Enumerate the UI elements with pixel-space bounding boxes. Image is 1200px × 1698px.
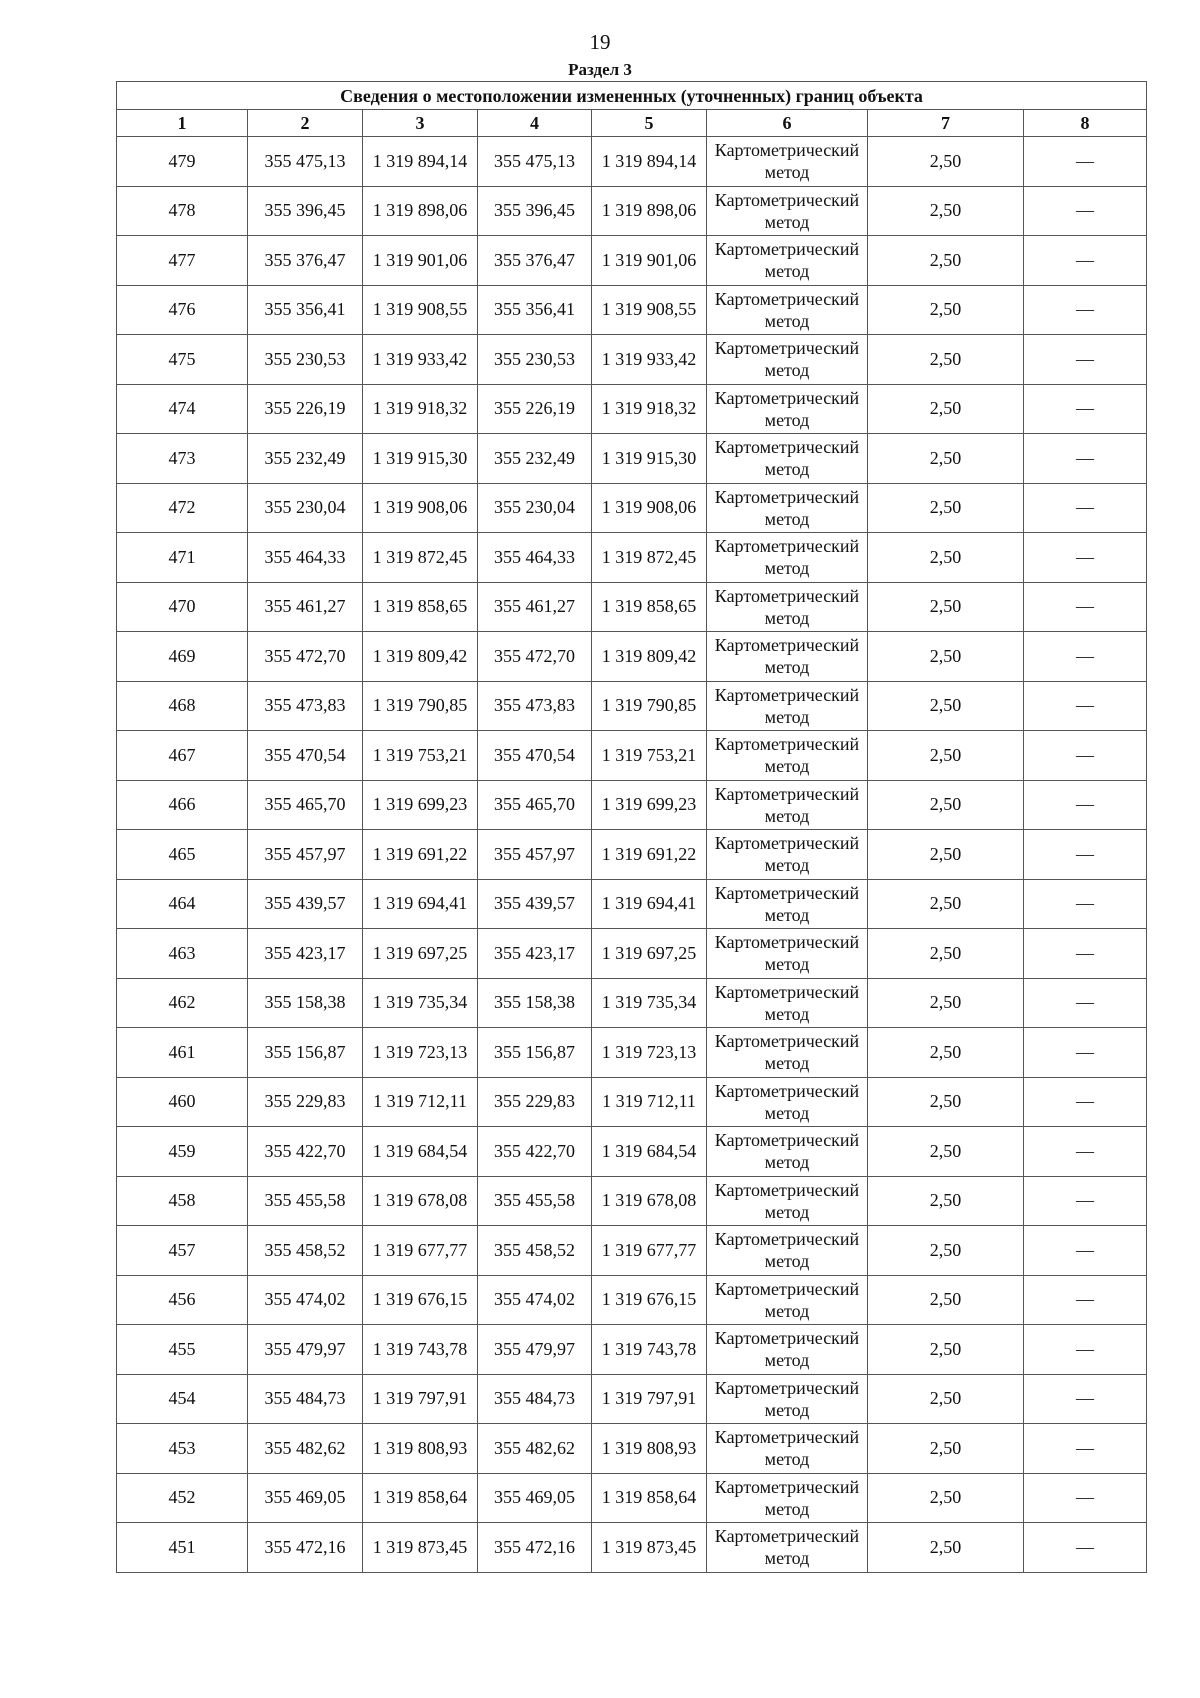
refined-x-cell: 355 230,04 — [478, 483, 592, 533]
refined-x-cell: 355 422,70 — [478, 1127, 592, 1177]
column-number: 2 — [248, 110, 363, 137]
point-number-cell: 454 — [117, 1374, 248, 1424]
table-row — [117, 632, 1147, 682]
note-cell: — — [1024, 780, 1147, 830]
accuracy-cell: 2,50 — [868, 582, 1024, 632]
note-cell: — — [1024, 483, 1147, 533]
point-number-cell: 461 — [117, 1028, 248, 1078]
accuracy-cell: 2,50 — [868, 1424, 1024, 1474]
refined-y-cell: 1 319 712,11 — [592, 1077, 707, 1127]
table-row — [117, 830, 1147, 880]
refined-x-cell: 355 482,62 — [478, 1424, 592, 1474]
accuracy-cell: 2,50 — [868, 1226, 1024, 1276]
table-row — [117, 1176, 1147, 1226]
refined-y-cell: 1 319 894,14 — [592, 137, 707, 187]
point-number-cell: 479 — [117, 137, 248, 187]
refined-y-cell: 1 319 694,41 — [592, 879, 707, 929]
refined-y-cell: 1 319 809,42 — [592, 632, 707, 682]
refined-x-cell: 355 465,70 — [478, 780, 592, 830]
accuracy-cell: 2,50 — [868, 186, 1024, 236]
existing-x-cell: 355 230,04 — [248, 483, 363, 533]
method-cell: Картометрический метод — [707, 285, 868, 335]
existing-x-cell: 355 461,27 — [248, 582, 363, 632]
table-row — [117, 533, 1147, 583]
method-cell: Картометрический метод — [707, 582, 868, 632]
point-number-cell: 459 — [117, 1127, 248, 1177]
existing-x-cell: 355 423,17 — [248, 929, 363, 979]
accuracy-cell: 2,50 — [868, 1374, 1024, 1424]
method-cell: Картометрический метод — [707, 830, 868, 880]
table-row — [117, 1424, 1147, 1474]
existing-y-cell: 1 319 712,11 — [363, 1077, 478, 1127]
note-cell: — — [1024, 137, 1147, 187]
refined-x-cell: 355 229,83 — [478, 1077, 592, 1127]
table-body — [117, 137, 1147, 1573]
point-number-cell: 452 — [117, 1473, 248, 1523]
refined-x-cell: 355 232,49 — [478, 434, 592, 484]
existing-x-cell: 355 484,73 — [248, 1374, 363, 1424]
existing-y-cell: 1 319 677,77 — [363, 1226, 478, 1276]
point-number-cell: 464 — [117, 879, 248, 929]
existing-y-cell: 1 319 894,14 — [363, 137, 478, 187]
table-row — [117, 1374, 1147, 1424]
table-row — [117, 335, 1147, 385]
accuracy-cell: 2,50 — [868, 236, 1024, 286]
table-row — [117, 137, 1147, 187]
page-number: 19 — [589, 30, 611, 54]
method-cell: Картометрический метод — [707, 1424, 868, 1474]
refined-y-cell: 1 319 933,42 — [592, 335, 707, 385]
point-number-cell: 468 — [117, 681, 248, 731]
point-number-cell: 470 — [117, 582, 248, 632]
accuracy-cell: 2,50 — [868, 335, 1024, 385]
table-row — [117, 1077, 1147, 1127]
note-cell: — — [1024, 1176, 1147, 1226]
method-cell: Картометрический метод — [707, 236, 868, 286]
column-number: 5 — [592, 110, 707, 137]
table-row — [117, 1127, 1147, 1177]
existing-x-cell: 355 457,97 — [248, 830, 363, 880]
refined-x-cell: 355 472,16 — [478, 1523, 592, 1573]
existing-x-cell: 355 156,87 — [248, 1028, 363, 1078]
accuracy-cell: 2,50 — [868, 879, 1024, 929]
existing-y-cell: 1 319 697,25 — [363, 929, 478, 979]
refined-y-cell: 1 319 915,30 — [592, 434, 707, 484]
existing-y-cell: 1 319 678,08 — [363, 1176, 478, 1226]
existing-x-cell: 355 376,47 — [248, 236, 363, 286]
note-cell: — — [1024, 335, 1147, 385]
note-cell: — — [1024, 1127, 1147, 1177]
refined-x-cell: 355 472,70 — [478, 632, 592, 682]
refined-y-cell: 1 319 753,21 — [592, 731, 707, 781]
note-cell: — — [1024, 533, 1147, 583]
note-cell: — — [1024, 1325, 1147, 1375]
table-row — [117, 780, 1147, 830]
note-cell: — — [1024, 681, 1147, 731]
note-cell: — — [1024, 1028, 1147, 1078]
refined-y-cell: 1 319 872,45 — [592, 533, 707, 583]
table-row — [117, 1325, 1147, 1375]
refined-x-cell: 355 356,41 — [478, 285, 592, 335]
refined-x-cell: 355 226,19 — [478, 384, 592, 434]
note-cell: — — [1024, 1473, 1147, 1523]
existing-y-cell: 1 319 694,41 — [363, 879, 478, 929]
refined-x-cell: 355 230,53 — [478, 335, 592, 385]
existing-y-cell: 1 319 858,64 — [363, 1473, 478, 1523]
point-number-cell: 476 — [117, 285, 248, 335]
point-number-cell: 458 — [117, 1176, 248, 1226]
accuracy-cell: 2,50 — [868, 929, 1024, 979]
existing-x-cell: 355 439,57 — [248, 879, 363, 929]
note-cell: — — [1024, 632, 1147, 682]
accuracy-cell: 2,50 — [868, 632, 1024, 682]
accuracy-cell: 2,50 — [868, 780, 1024, 830]
refined-x-cell: 355 469,05 — [478, 1473, 592, 1523]
method-cell: Картометрический метод — [707, 1275, 868, 1325]
table-row — [117, 1275, 1147, 1325]
existing-x-cell: 355 473,83 — [248, 681, 363, 731]
note-cell: — — [1024, 830, 1147, 880]
refined-y-cell: 1 319 691,22 — [592, 830, 707, 880]
existing-x-cell: 355 472,70 — [248, 632, 363, 682]
table-caption: Сведения о местоположении измененных (уточненных) границ объекта — [117, 82, 1147, 110]
note-cell: — — [1024, 1275, 1147, 1325]
accuracy-cell: 2,50 — [868, 1325, 1024, 1375]
method-cell: Картометрический метод — [707, 681, 868, 731]
note-cell: — — [1024, 731, 1147, 781]
note-cell: — — [1024, 1374, 1147, 1424]
note-cell: — — [1024, 384, 1147, 434]
refined-y-cell: 1 319 858,64 — [592, 1473, 707, 1523]
accuracy-cell: 2,50 — [868, 1077, 1024, 1127]
table-row — [117, 434, 1147, 484]
existing-x-cell: 355 458,52 — [248, 1226, 363, 1276]
refined-y-cell: 1 319 901,06 — [592, 236, 707, 286]
method-cell: Картометрический метод — [707, 1127, 868, 1177]
note-cell: — — [1024, 236, 1147, 286]
refined-x-cell: 355 156,87 — [478, 1028, 592, 1078]
refined-x-cell: 355 457,97 — [478, 830, 592, 880]
existing-y-cell: 1 319 753,21 — [363, 731, 478, 781]
point-number-cell: 463 — [117, 929, 248, 979]
note-cell: — — [1024, 1226, 1147, 1276]
refined-y-cell: 1 319 676,15 — [592, 1275, 707, 1325]
method-cell: Картометрический метод — [707, 533, 868, 583]
refined-y-cell: 1 319 723,13 — [592, 1028, 707, 1078]
refined-x-cell: 355 461,27 — [478, 582, 592, 632]
point-number-cell: 466 — [117, 780, 248, 830]
existing-y-cell: 1 319 908,55 — [363, 285, 478, 335]
method-cell: Картометрический метод — [707, 137, 868, 187]
existing-x-cell: 355 474,02 — [248, 1275, 363, 1325]
accuracy-cell: 2,50 — [868, 1275, 1024, 1325]
point-number-cell: 456 — [117, 1275, 248, 1325]
refined-y-cell: 1 319 790,85 — [592, 681, 707, 731]
method-cell: Картометрический метод — [707, 731, 868, 781]
refined-y-cell: 1 319 699,23 — [592, 780, 707, 830]
refined-y-cell: 1 319 797,91 — [592, 1374, 707, 1424]
method-cell: Картометрический метод — [707, 434, 868, 484]
point-number-cell: 457 — [117, 1226, 248, 1276]
method-cell: Картометрический метод — [707, 1226, 868, 1276]
accuracy-cell: 2,50 — [868, 434, 1024, 484]
existing-x-cell: 355 465,70 — [248, 780, 363, 830]
existing-y-cell: 1 319 915,30 — [363, 434, 478, 484]
existing-y-cell: 1 319 873,45 — [363, 1523, 478, 1573]
refined-x-cell: 355 158,38 — [478, 978, 592, 1028]
existing-y-cell: 1 319 676,15 — [363, 1275, 478, 1325]
existing-y-cell: 1 319 684,54 — [363, 1127, 478, 1177]
point-number-cell: 453 — [117, 1424, 248, 1474]
method-cell: Картометрический метод — [707, 1325, 868, 1375]
point-number-cell: 460 — [117, 1077, 248, 1127]
refined-x-cell: 355 470,54 — [478, 731, 592, 781]
point-number-cell: 465 — [117, 830, 248, 880]
refined-x-cell: 355 376,47 — [478, 236, 592, 286]
method-cell: Картометрический метод — [707, 978, 868, 1028]
column-number: 6 — [707, 110, 868, 137]
method-cell: Картометрический метод — [707, 186, 868, 236]
note-cell: — — [1024, 582, 1147, 632]
refined-y-cell: 1 319 735,34 — [592, 978, 707, 1028]
note-cell: — — [1024, 1077, 1147, 1127]
table-row — [117, 285, 1147, 335]
refined-y-cell: 1 319 898,06 — [592, 186, 707, 236]
accuracy-cell: 2,50 — [868, 285, 1024, 335]
refined-x-cell: 355 475,13 — [478, 137, 592, 187]
table-row — [117, 929, 1147, 979]
column-number-row — [117, 110, 1147, 137]
method-cell: Картометрический метод — [707, 1028, 868, 1078]
column-number: 7 — [868, 110, 1024, 137]
refined-y-cell: 1 319 743,78 — [592, 1325, 707, 1375]
note-cell: — — [1024, 1424, 1147, 1474]
refined-y-cell: 1 319 918,32 — [592, 384, 707, 434]
table-row — [117, 384, 1147, 434]
existing-x-cell: 355 396,45 — [248, 186, 363, 236]
note-cell: — — [1024, 929, 1147, 979]
existing-x-cell: 355 226,19 — [248, 384, 363, 434]
existing-x-cell: 355 475,13 — [248, 137, 363, 187]
point-number-cell: 469 — [117, 632, 248, 682]
method-cell: Картометрический метод — [707, 1523, 868, 1573]
method-cell: Картометрический метод — [707, 1473, 868, 1523]
table-row — [117, 582, 1147, 632]
existing-y-cell: 1 319 723,13 — [363, 1028, 478, 1078]
refined-y-cell: 1 319 908,55 — [592, 285, 707, 335]
point-number-cell: 471 — [117, 533, 248, 583]
existing-x-cell: 355 470,54 — [248, 731, 363, 781]
note-cell: — — [1024, 186, 1147, 236]
accuracy-cell: 2,50 — [868, 137, 1024, 187]
existing-x-cell: 355 455,58 — [248, 1176, 363, 1226]
existing-y-cell: 1 319 691,22 — [363, 830, 478, 880]
method-cell: Картометрический метод — [707, 929, 868, 979]
method-cell: Картометрический метод — [707, 1374, 868, 1424]
note-cell: — — [1024, 879, 1147, 929]
accuracy-cell: 2,50 — [868, 681, 1024, 731]
accuracy-cell: 2,50 — [868, 978, 1024, 1028]
table-row — [117, 681, 1147, 731]
refined-x-cell: 355 464,33 — [478, 533, 592, 583]
existing-y-cell: 1 319 699,23 — [363, 780, 478, 830]
method-cell: Картометрический метод — [707, 1176, 868, 1226]
accuracy-cell: 2,50 — [868, 1176, 1024, 1226]
point-number-cell: 474 — [117, 384, 248, 434]
existing-y-cell: 1 319 743,78 — [363, 1325, 478, 1375]
refined-y-cell: 1 319 677,77 — [592, 1226, 707, 1276]
refined-y-cell: 1 319 858,65 — [592, 582, 707, 632]
existing-y-cell: 1 319 809,42 — [363, 632, 478, 682]
existing-x-cell: 355 230,53 — [248, 335, 363, 385]
refined-y-cell: 1 319 908,06 — [592, 483, 707, 533]
table-row — [117, 483, 1147, 533]
accuracy-cell: 2,50 — [868, 731, 1024, 781]
existing-x-cell: 355 158,38 — [248, 978, 363, 1028]
existing-y-cell: 1 319 908,06 — [363, 483, 478, 533]
note-cell: — — [1024, 1523, 1147, 1573]
table-row — [117, 236, 1147, 286]
accuracy-cell: 2,50 — [868, 1473, 1024, 1523]
existing-y-cell: 1 319 901,06 — [363, 236, 478, 286]
point-number-cell: 451 — [117, 1523, 248, 1573]
accuracy-cell: 2,50 — [868, 533, 1024, 583]
existing-y-cell: 1 319 918,32 — [363, 384, 478, 434]
note-cell: — — [1024, 978, 1147, 1028]
existing-y-cell: 1 319 790,85 — [363, 681, 478, 731]
existing-y-cell: 1 319 808,93 — [363, 1424, 478, 1474]
section-title: Раздел 3 — [568, 60, 632, 79]
existing-x-cell: 355 356,41 — [248, 285, 363, 335]
method-cell: Картометрический метод — [707, 879, 868, 929]
refined-x-cell: 355 484,73 — [478, 1374, 592, 1424]
boundary-coordinates-table — [116, 81, 1147, 1573]
refined-x-cell: 355 423,17 — [478, 929, 592, 979]
note-cell: — — [1024, 434, 1147, 484]
table-row — [117, 978, 1147, 1028]
point-number-cell: 455 — [117, 1325, 248, 1375]
table-row — [117, 879, 1147, 929]
refined-y-cell: 1 319 678,08 — [592, 1176, 707, 1226]
table-row — [117, 1028, 1147, 1078]
accuracy-cell: 2,50 — [868, 384, 1024, 434]
point-number-cell: 478 — [117, 186, 248, 236]
existing-x-cell: 355 472,16 — [248, 1523, 363, 1573]
column-number: 3 — [363, 110, 478, 137]
existing-x-cell: 355 482,62 — [248, 1424, 363, 1474]
existing-x-cell: 355 232,49 — [248, 434, 363, 484]
method-cell: Картометрический метод — [707, 384, 868, 434]
existing-y-cell: 1 319 872,45 — [363, 533, 478, 583]
method-cell: Картометрический метод — [707, 483, 868, 533]
refined-y-cell: 1 319 684,54 — [592, 1127, 707, 1177]
existing-x-cell: 355 229,83 — [248, 1077, 363, 1127]
method-cell: Картометрический метод — [707, 632, 868, 682]
point-number-cell: 462 — [117, 978, 248, 1028]
point-number-cell: 475 — [117, 335, 248, 385]
point-number-cell: 472 — [117, 483, 248, 533]
refined-x-cell: 355 474,02 — [478, 1275, 592, 1325]
refined-y-cell: 1 319 873,45 — [592, 1523, 707, 1573]
table-row — [117, 1473, 1147, 1523]
accuracy-cell: 2,50 — [868, 1028, 1024, 1078]
accuracy-cell: 2,50 — [868, 483, 1024, 533]
method-cell: Картометрический метод — [707, 335, 868, 385]
refined-x-cell: 355 458,52 — [478, 1226, 592, 1276]
point-number-cell: 477 — [117, 236, 248, 286]
table-row — [117, 186, 1147, 236]
column-number: 1 — [117, 110, 248, 137]
method-cell: Картометрический метод — [707, 1077, 868, 1127]
existing-y-cell: 1 319 735,34 — [363, 978, 478, 1028]
column-number: 4 — [478, 110, 592, 137]
existing-x-cell: 355 469,05 — [248, 1473, 363, 1523]
refined-y-cell: 1 319 697,25 — [592, 929, 707, 979]
accuracy-cell: 2,50 — [868, 1127, 1024, 1177]
refined-y-cell: 1 319 808,93 — [592, 1424, 707, 1474]
table-row — [117, 1226, 1147, 1276]
existing-x-cell: 355 422,70 — [248, 1127, 363, 1177]
point-number-cell: 467 — [117, 731, 248, 781]
existing-y-cell: 1 319 933,42 — [363, 335, 478, 385]
refined-x-cell: 355 473,83 — [478, 681, 592, 731]
note-cell: — — [1024, 285, 1147, 335]
refined-x-cell: 355 455,58 — [478, 1176, 592, 1226]
table-row — [117, 1523, 1147, 1573]
method-cell: Картометрический метод — [707, 780, 868, 830]
refined-x-cell: 355 396,45 — [478, 186, 592, 236]
column-number: 8 — [1024, 110, 1147, 137]
existing-y-cell: 1 319 797,91 — [363, 1374, 478, 1424]
existing-y-cell: 1 319 858,65 — [363, 582, 478, 632]
refined-x-cell: 355 479,97 — [478, 1325, 592, 1375]
refined-x-cell: 355 439,57 — [478, 879, 592, 929]
existing-x-cell: 355 479,97 — [248, 1325, 363, 1375]
accuracy-cell: 2,50 — [868, 1523, 1024, 1573]
existing-y-cell: 1 319 898,06 — [363, 186, 478, 236]
point-number-cell: 473 — [117, 434, 248, 484]
accuracy-cell: 2,50 — [868, 830, 1024, 880]
table-row — [117, 731, 1147, 781]
existing-x-cell: 355 464,33 — [248, 533, 363, 583]
